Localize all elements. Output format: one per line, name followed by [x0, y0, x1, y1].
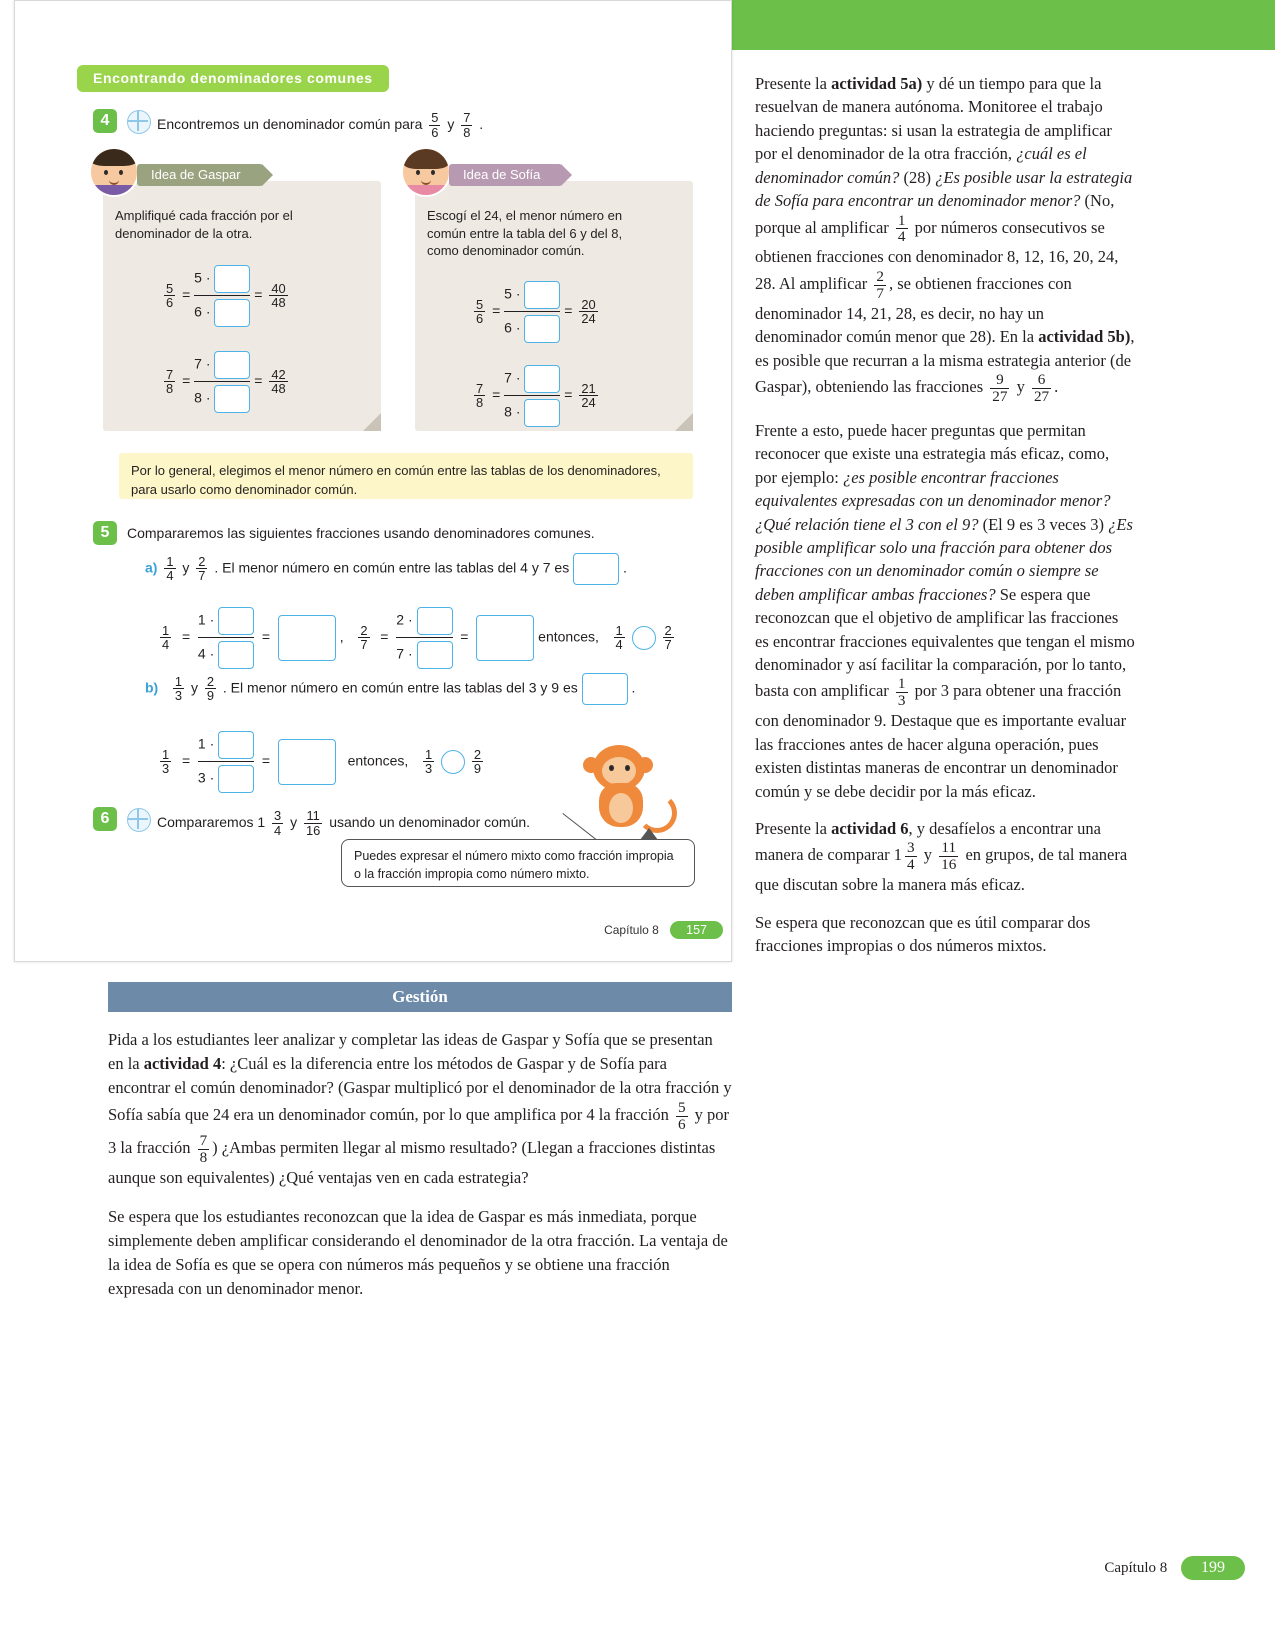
answer-box[interactable] — [214, 299, 250, 327]
fraction-11-16 — [304, 809, 322, 837]
mid-denominator: 8 · — [504, 403, 521, 420]
denominator: 27 — [992, 387, 1008, 405]
denominator: 6 — [476, 311, 484, 327]
denominator: 4 — [274, 822, 282, 838]
fraction-7-8 — [198, 1133, 210, 1166]
italic-question: ¿Es posible amplificar solo una fracción para obtener dos fracciones con un denominador común o siempre se deben amplificar ambas fracciones? — [755, 514, 1133, 604]
numerator: 11 — [306, 808, 320, 823]
text: (El 9 es 3 veces 3) — [978, 514, 1109, 534]
italic-question: ¿cuál es el denominador común? — [755, 144, 1087, 187]
numerator: 21 — [581, 380, 596, 396]
text: ) — [212, 1137, 222, 1157]
text: (Llegan a fracciones distintas aunque son equivalentes) — [108, 1137, 716, 1187]
teacher-notes-column — [755, 72, 1135, 972]
denominator: 4 — [897, 228, 906, 246]
gestion-body — [108, 1028, 732, 1317]
mid-numerator: 5 · — [504, 285, 521, 302]
numerator: 3 — [274, 808, 282, 823]
activity-4-number: 4 — [93, 109, 117, 133]
period: . — [1054, 376, 1059, 396]
fraction-left — [164, 282, 175, 310]
numerator: 7 — [199, 1131, 208, 1149]
activity-5b-ref: actividad 5b) — [1038, 327, 1131, 347]
numerator: 5 — [476, 296, 484, 312]
equals: = — [258, 752, 275, 769]
denominator: 7 — [664, 637, 672, 653]
activity-5a-prompt — [145, 553, 627, 585]
item-label-a: a) — [145, 559, 158, 576]
fraction-3-4 — [905, 840, 917, 873]
fraction-left — [474, 298, 485, 326]
fraction-1-3 — [896, 676, 908, 709]
text: : — [221, 1053, 230, 1073]
denominator: 3 — [897, 692, 906, 710]
denominator: 6 — [431, 124, 439, 140]
gaspar-tab-label: Idea de Gaspar — [137, 164, 263, 186]
entonces-label: entonces, — [347, 752, 409, 769]
denominator: 8 — [199, 1148, 208, 1166]
denominator: 4 — [162, 637, 170, 653]
teacher-note-paragraph-1 — [755, 72, 1135, 405]
mid-denominator: 6 · — [504, 319, 521, 336]
answer-box[interactable] — [214, 351, 250, 379]
fraction-with-blanks — [504, 363, 560, 429]
fraction-3-4 — [272, 809, 283, 837]
equals: = — [254, 372, 263, 389]
fraction-5-6 — [429, 111, 440, 139]
text: , es posible que recurran a la misma estrategia anterior (de Gaspar), obteniendo las fracciones — [755, 327, 1135, 396]
conjunction: y — [182, 559, 190, 576]
fraction-with-blanks — [198, 729, 254, 795]
italic-question: ¿es posible encontrar fracciones equivalentes expresadas con un denominador menor? ¿Qué relación tiene el 3 con el 9? — [755, 467, 1111, 534]
sofia-text: Escogí el 24, el menor número en común entre la tabla del 6 y del 8, como denominador común. — [427, 208, 623, 259]
answer-box[interactable] — [218, 641, 254, 669]
denominator: 8 — [463, 124, 471, 140]
numerator: 1 — [162, 746, 170, 762]
mid-denominator: 6 · — [194, 303, 211, 320]
sofia-tab-label: Idea de Sofía — [449, 164, 562, 186]
mid-numerator: 7 · — [504, 369, 521, 386]
italic-question: ¿Qué ventajas ven en cada estrategia? — [278, 1167, 529, 1187]
denominator: 48 — [271, 381, 286, 397]
fraction-with-blanks — [504, 279, 560, 345]
activity-5b-equations — [157, 729, 486, 795]
mid-numerator: 2 · — [396, 611, 413, 628]
numerator: 2 — [664, 622, 672, 638]
teacher-note-paragraph-2 — [755, 419, 1135, 803]
numerator: 3 — [907, 839, 915, 857]
student-page-footer — [604, 921, 723, 939]
fraction-left-2 — [358, 624, 369, 652]
text: y dé un tiempo para que la resuelvan de manera autónoma. Monitoree el trabajo haciendo preguntas: si usan la estrategia de amplificar por el denominador de la otra fracción, — [755, 74, 1112, 164]
answer-box[interactable] — [524, 399, 560, 427]
gestion-paragraph-2: Se espera que los estudiantes reconozcan que la idea de Gaspar es más inmediata, porque simplemente deben amplificar considerando el denominador de la otra fracción. La ventaja de la idea de Sofía es que se opera con números más pequeños y se obtiene una fracción expresada con un denominador menor. — [108, 1207, 728, 1299]
denominator: 6 — [677, 1115, 686, 1133]
answer-box[interactable] — [582, 673, 628, 705]
text: (No, porque al amplificar — [755, 191, 1115, 237]
denominator: 27 — [1033, 387, 1050, 405]
fraction-1-4 — [164, 555, 175, 583]
italic-question: ¿Es posible usar la estrategia de Sofía para encontrar un denominador menor? — [755, 167, 1133, 211]
page-number-pill: 199 — [1181, 1556, 1245, 1580]
section-title: Encontrando denominadores comunes — [77, 65, 389, 92]
denominator: 48 — [271, 295, 286, 311]
answer-box[interactable] — [524, 315, 560, 343]
answer-box-result[interactable] — [278, 739, 336, 785]
chapter-label: Capítulo 8 — [604, 923, 659, 937]
equals: = — [182, 372, 191, 389]
comparison-symbol-box[interactable] — [441, 750, 465, 774]
numerator: 2 — [206, 673, 215, 689]
text: Presente la — [755, 74, 832, 93]
period: . — [623, 559, 627, 576]
item-label-b: b) — [145, 679, 159, 696]
fraction-7-8 — [461, 111, 472, 139]
denominator: 24 — [581, 311, 596, 327]
italic-question: ¿Cuál es la diferencia entre los métodos de Gaspar y de Sofía para encontrar el común denominador? — [108, 1053, 668, 1097]
numerator: 42 — [271, 366, 286, 382]
compare-fraction-1 — [614, 624, 625, 652]
prompt-text: . El menor número en común entre las tablas del 4 y 7 es — [214, 559, 570, 576]
text: Presente la — [755, 819, 832, 839]
equals: = — [182, 286, 191, 303]
denominator: 4 — [615, 637, 623, 653]
denominator: 16 — [306, 822, 321, 838]
denominator: 6 — [166, 295, 174, 311]
fraction-2-7 — [874, 269, 886, 302]
gaspar-text: Amplifiqué cada fracción por el denominador de la otra. — [115, 208, 293, 241]
denominator: 16 — [941, 856, 957, 874]
numerator: 20 — [581, 296, 596, 312]
fraction-2-7 — [196, 555, 207, 583]
mid-numerator: 7 · — [194, 355, 211, 372]
denominator: 7 — [198, 568, 206, 584]
denominator: 8 — [476, 395, 484, 411]
text: por números consecutivos se obtienen fracciones con denominador 8, 12, 16, 20, 24, 28. Al amplificar — [755, 217, 1119, 293]
denominator: 3 — [174, 688, 183, 704]
fraction-1-3 — [173, 675, 184, 703]
gaspar-equation-2 — [161, 349, 291, 415]
text: (28) — [899, 167, 936, 187]
equals: = — [456, 628, 473, 645]
fraction-2-9 — [205, 675, 216, 703]
equals: = — [564, 386, 573, 403]
activity-5a-equations — [157, 605, 677, 671]
globe-icon — [127, 808, 151, 832]
answer-box[interactable] — [524, 281, 560, 309]
denominator: 9 — [473, 761, 482, 777]
activity-6-number: 6 — [93, 807, 117, 831]
answer-box[interactable] — [214, 385, 250, 413]
fraction-11-16 — [939, 840, 958, 873]
numerator: 1 — [897, 675, 906, 693]
conjunction: y — [290, 813, 298, 830]
mid-denominator: 8 · — [194, 389, 211, 406]
equals: = — [178, 628, 195, 645]
text: en grupos, de tal manera que discutan sobre la manera más eficaz. — [755, 845, 1128, 895]
answer-box[interactable] — [218, 765, 254, 793]
teacher-note-paragraph-3 — [755, 817, 1135, 897]
numerator: 7 — [463, 110, 471, 125]
text: Frente a esto, puede hacer preguntas que permitan reconocer que existe una estrategia más eficaz, como, por ejemplo: — [755, 420, 1110, 487]
activity-6-suffix: usando un denominador común. — [329, 813, 531, 830]
fraction-result — [579, 298, 597, 326]
fraction-result — [269, 282, 287, 310]
text: por 3 para obtener una fracción con denominador 9. Destaque que es importante evaluar las fracciones antes de hacer alguna operación, pues existen distintas maneras de encontrar un denominador común y se debe decidir por la más eficaz. — [755, 681, 1127, 801]
student-book-page — [14, 0, 732, 962]
fraction-with-blanks — [194, 263, 250, 329]
fraction-6-27 — [1032, 372, 1051, 405]
hint-callout-text: Puedes expresar el número mixto como fracción impropia o la fracción impropia como número mixto. — [354, 849, 674, 881]
numerator: 2 — [198, 553, 206, 569]
mid-numerator: 1 · — [197, 735, 215, 752]
numerator: 1 — [424, 746, 433, 762]
page-number-pill: 157 — [670, 921, 723, 939]
fraction-left — [474, 382, 485, 410]
equals: = — [376, 628, 393, 645]
denominator: 3 — [162, 761, 170, 777]
equals: = — [258, 628, 275, 645]
conjunction: y — [1012, 376, 1029, 396]
fraction-result — [579, 382, 597, 410]
globe-icon — [127, 110, 151, 134]
equals: = — [178, 752, 195, 769]
answer-box[interactable] — [214, 265, 250, 293]
fraction-result — [269, 368, 287, 396]
mid-numerator: 5 · — [194, 269, 211, 286]
text: , se obtienen fracciones con denominador 14, 21, 28, es decir, no hay un denominador común menor que 28). En la — [755, 273, 1072, 347]
numerator: 11 — [941, 839, 957, 857]
numerator: 6 — [1037, 370, 1046, 388]
numerator: 1 — [615, 622, 623, 638]
numerator: 5 — [166, 280, 174, 296]
text: y por 3 la fracción — [108, 1104, 730, 1157]
text: Se espera que reconozcan que el objetivo de amplificar las fracciones es encontrar fracciones equivalentes que tengan el mismo denominador y así facilitar la comparación, por lo tanto, basta con amplificar — [755, 584, 1135, 701]
activity-5b-prompt — [145, 673, 635, 705]
period: . — [479, 115, 484, 132]
italic-question: ¿Ambas permiten llegar al mismo resultado? — [221, 1137, 518, 1157]
numerator: 1 — [166, 553, 174, 569]
general-note: Por lo general, elegimos el menor número en común entre las tablas de los denominadores, para usarlo como denominador común. — [119, 453, 693, 499]
fraction-left — [160, 624, 171, 652]
activity-6-ref: actividad 6 — [831, 819, 909, 839]
numerator: 5 — [431, 110, 439, 125]
card-corner — [363, 413, 381, 431]
activity-4-ref: actividad 4 — [143, 1053, 222, 1073]
activity-6-prompt: Compararemos 1 — [157, 813, 266, 830]
callout-tail — [640, 828, 658, 840]
denominator: 4 — [166, 568, 174, 584]
sofia-equation-2 — [471, 363, 601, 429]
fraction-left — [164, 368, 175, 396]
numerator: 9 — [996, 370, 1004, 388]
activity-5-text: Compararemos las siguientes fracciones usando denominadores comunes. — [127, 525, 595, 541]
answer-box-result[interactable] — [476, 615, 534, 661]
activity-5-number: 5 — [93, 521, 117, 545]
page-footer — [1104, 1556, 1245, 1580]
denominator: 7 — [360, 637, 368, 653]
gaspar-equation-1 — [161, 263, 291, 329]
numerator: 2 — [360, 622, 368, 638]
mid-denominator: 4 · — [197, 645, 215, 662]
fraction-5-6 — [676, 1100, 688, 1133]
fraction-left — [160, 748, 171, 776]
answer-box[interactable] — [218, 731, 254, 759]
denominator: 8 — [166, 381, 174, 397]
numerator: 7 — [476, 380, 484, 396]
denominator: 24 — [581, 395, 596, 411]
equals: = — [254, 286, 263, 303]
denominator: 7 — [876, 284, 884, 302]
mid-denominator: 3 · — [197, 769, 215, 786]
avatar-sofia — [401, 147, 451, 197]
equals: = — [492, 386, 501, 403]
text: Pida a los estudiantes leer analizar y completar las ideas de Gaspar y Sofía que se presentan en la — [108, 1030, 713, 1073]
fraction-1-4 — [896, 213, 908, 246]
activity-4-prompt: Encontremos un denominador común para — [157, 115, 423, 132]
fraction-with-blanks-2 — [396, 605, 452, 671]
gestion-paragraph-1 — [108, 1028, 732, 1189]
numerator: 7 — [166, 366, 174, 382]
numerator: 5 — [677, 1098, 686, 1116]
numerator: 2 — [876, 267, 884, 285]
numerator: 1 — [897, 211, 906, 229]
answer-box[interactable] — [417, 641, 453, 669]
text: , y desafíelos a encontrar una manera de comparar 1 — [755, 819, 1101, 865]
hint-callout — [341, 839, 695, 887]
activity-6-text — [157, 809, 530, 837]
conjunction: y — [919, 845, 937, 865]
comparison-symbol-box[interactable] — [632, 626, 656, 650]
denominator: 4 — [907, 856, 915, 874]
card-corner — [675, 413, 693, 431]
entonces-label: entonces, — [538, 628, 599, 645]
numerator: 1 — [162, 622, 170, 638]
comma: , — [339, 628, 344, 645]
answer-box[interactable] — [218, 607, 254, 635]
answer-box-result[interactable] — [278, 615, 336, 661]
text: (Gaspar multiplicó por el denominador de la otra fracción y Sofía sabía que 24 era un denominador común, por lo que amplifica por 4 la fracción — [108, 1077, 732, 1124]
mid-denominator: 7 · — [396, 645, 413, 662]
mid-numerator: 1 · — [197, 611, 215, 628]
compare-fraction-2 — [663, 624, 674, 652]
equals: = — [492, 302, 501, 319]
compare-fraction-1 — [423, 748, 434, 776]
numerator: 2 — [473, 746, 482, 762]
fraction-with-blanks — [194, 349, 250, 415]
denominator: 9 — [206, 688, 215, 704]
activity-5a-ref: actividad 5a) — [831, 74, 923, 93]
period: . — [631, 679, 636, 696]
numerator: 40 — [271, 280, 286, 296]
fraction-with-blanks — [198, 605, 254, 671]
answer-box[interactable] — [524, 365, 560, 393]
top-green-bar — [730, 0, 1275, 50]
fraction-9-27 — [990, 372, 1009, 405]
chapter-label: Capítulo 8 — [1104, 1560, 1168, 1576]
numerator: 1 — [174, 673, 183, 689]
conjunction: y — [190, 679, 198, 696]
compare-fraction-2 — [472, 748, 483, 776]
denominator: 3 — [424, 761, 433, 777]
answer-box[interactable] — [573, 553, 619, 585]
gestion-section-title: Gestión — [108, 982, 732, 1012]
conjunction: y — [447, 115, 455, 132]
sofia-equation-1 — [471, 279, 601, 345]
avatar-gaspar — [89, 147, 139, 197]
equals: = — [564, 302, 573, 319]
activity-4-text — [157, 111, 483, 139]
answer-box[interactable] — [417, 607, 453, 635]
teacher-note-paragraph-4: Se espera que reconozcan que es útil comparar dos fracciones impropias o dos números mixtos. — [755, 912, 1091, 956]
prompt-text: . El menor número en común entre las tablas del 3 y 9 es — [222, 679, 578, 696]
